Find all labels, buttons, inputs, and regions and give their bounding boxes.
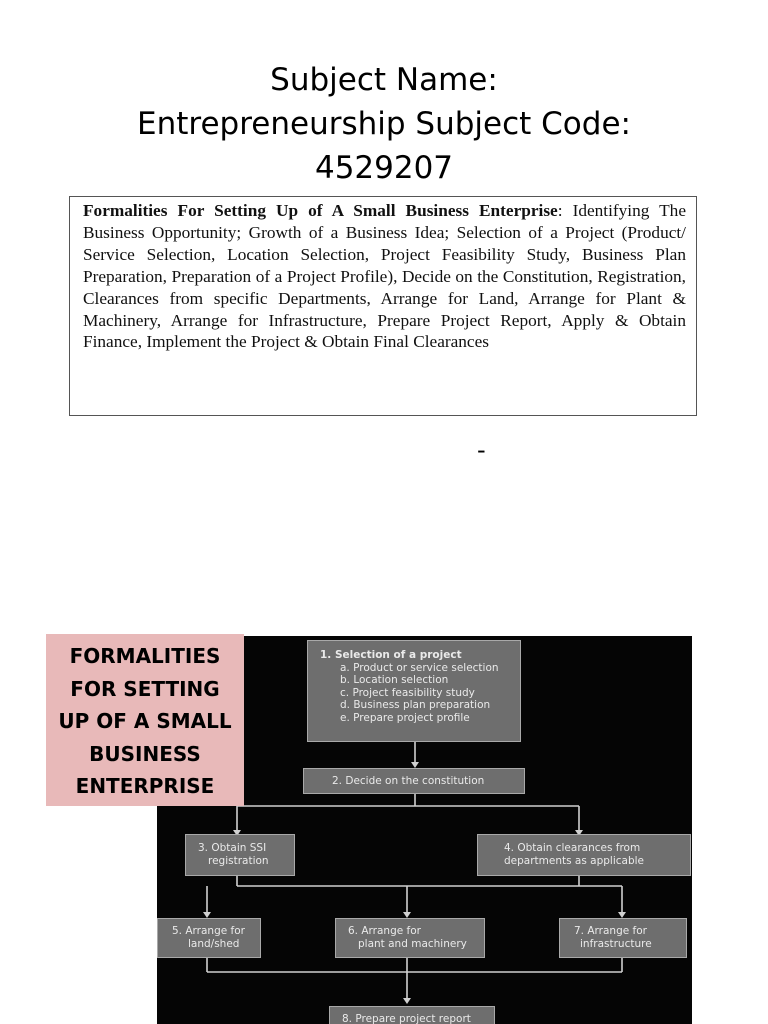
- step-7-arrange-infrastructure: [559, 918, 687, 958]
- step-1-item: c. Project feasibility study: [340, 686, 475, 699]
- step-5-line: 5. Arrange for: [172, 925, 245, 937]
- step-3-line: registration: [208, 854, 269, 867]
- syllabus-body: : Identifying The Business Opportunity; Growth of a Business Idea; Selection of a Project (Product/ Service Selection, Location Selection, Project Feasibility Study, Business Plan Preparation, Preparation of a Project Profile), Decide on the Constitution, Registration, Clearances from specific Departments, Arrange for Land, Arrange for Plant & Machinery, Arrange for Infrastructure, Prepare Project Report, Apply & Obtain Finance, Implement the Project & Obtain Final Clearances: [83, 201, 686, 352]
- topic-label-box: [46, 634, 244, 806]
- step-1-item: b. Location selection: [340, 674, 449, 686]
- step-8-label: 8. Prepare project report: [342, 1013, 471, 1024]
- topic-label-line: FORMALITIES: [69, 644, 221, 668]
- syllabus-heading: Formalities For Setting Up of A Small Business Enterprise: [83, 201, 558, 220]
- step-4-obtain-clearances: [477, 834, 691, 876]
- subject-code-line: Entrepreneurship Subject Code:: [137, 106, 631, 142]
- syllabus-box: [69, 196, 697, 416]
- step-1-item: e. Prepare project profile: [340, 711, 470, 724]
- topic-label-line: BUSINESS: [89, 741, 201, 766]
- step-3-obtain-ssi-registration: [185, 834, 295, 876]
- step-1-selection-of-project: [307, 640, 521, 742]
- topic-label-line: UP OF A SMALL: [58, 709, 232, 733]
- step-1-title: 1. Selection of a project: [320, 649, 462, 661]
- step-4-line: 4. Obtain clearances from: [504, 842, 641, 854]
- step-7-line: 7. Arrange for: [574, 925, 647, 937]
- step-5-line: land/shed: [188, 937, 240, 950]
- step-2-label: 2. Decide on the constitution: [332, 775, 485, 787]
- step-8-prepare-project-report: [329, 1006, 495, 1024]
- topic-label-line: FOR SETTING: [70, 676, 220, 701]
- subject-name-line: Subject Name:: [270, 62, 498, 98]
- step-2-decide-constitution: [303, 768, 525, 794]
- step-6-line: plant and machinery: [358, 937, 467, 950]
- step-3-line: 3. Obtain SSI: [198, 842, 267, 854]
- page-title: [0, 58, 768, 190]
- separator-dash: -: [477, 436, 486, 464]
- topic-label-line: ENTERPRISE: [75, 774, 215, 798]
- step-6-arrange-plant-machinery: [335, 918, 485, 958]
- step-5-arrange-land: [157, 918, 261, 958]
- step-7-line: infrastructure: [580, 937, 652, 950]
- step-1-item: a. Product or service selection: [340, 661, 499, 674]
- step-4-line: departments as applicable: [504, 854, 645, 867]
- subject-code-number: 4529207: [314, 150, 454, 186]
- step-6-line: 6. Arrange for: [348, 925, 421, 937]
- step-1-item: d. Business plan preparation: [340, 699, 491, 711]
